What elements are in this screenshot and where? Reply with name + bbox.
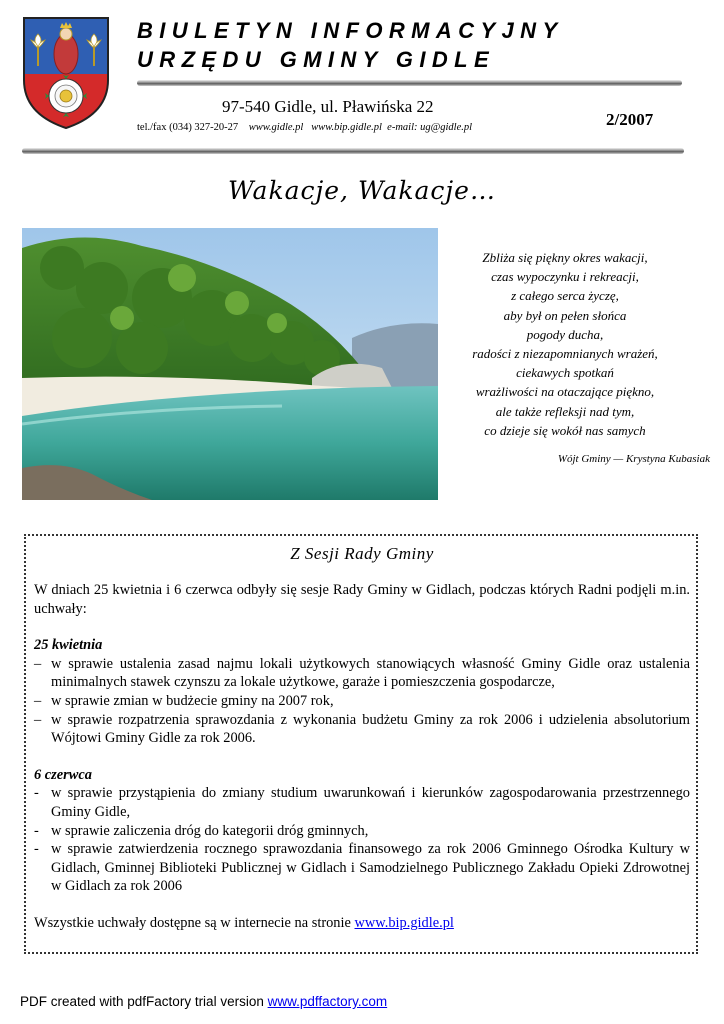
poem-line: ale także refleksji nad tym, [495,403,635,419]
list-marker: - [34,822,39,839]
title-line-2: URZĘDU GMINY GIDLE [137,47,496,72]
pdffactory-link[interactable]: www.pdffactory.com [267,994,388,1009]
office-address: 97-540 Gidle, ul. Pławińska 22 [222,97,434,116]
list-item [34,711,690,748]
poem-line: ciekawych spotkań [516,365,614,381]
footer-text: PDF created with pdfFactory trial version [20,994,268,1009]
contact-bip-website[interactable]: www.bip.gidle.pl [311,122,382,133]
poem-line: czas wypoczynku i rekreacji, [491,269,639,285]
resolution-list [34,655,690,748]
beach-photo [22,228,438,500]
contact-line [137,122,472,133]
session-date-heading: 6 czerwca [34,766,92,783]
list-item [34,840,690,896]
poem-line: Zbliża się piękny okres wakacji, [482,250,648,265]
poem-line: z całego serca życzę, [511,288,619,304]
list-marker: – [34,655,42,672]
poem-line: co dzieje się wokół nas samych [484,422,646,438]
main-title: Wakacje, Wakacje… [228,176,496,205]
bip-link[interactable]: www.bip.gidle.pl [354,914,454,931]
header-rule-top [137,80,682,86]
poem-line: aby był on pełen słońca [503,307,627,323]
coat-of-arms-logo [20,14,112,132]
list-item [34,784,690,821]
header-rule-bottom [22,148,684,154]
session-intro: W dniach 25 kwietnia i 6 czerwca odbyły się sesje Rady Gminy w Gidlach, podczas których Radni podjęli m.in. uchwały: [34,582,690,617]
contact-website[interactable]: www.gidle.pl [248,122,304,133]
title-line-1: BIULETYN INFORMACYJNY [137,18,564,43]
resolution-text: w sprawie zmian w budżecie gminy na 2007 rok, [51,692,334,709]
poem-line: radości z niezapomnianych wrażeń, [472,346,658,362]
list-item [34,822,690,841]
list-marker: - [34,841,39,858]
holiday-poem [440,248,690,440]
poem-line: wrażliwości na otaczające piękno, [475,384,655,400]
poem-signature: Wójt Gminy — Krystyna Kubasiak [557,453,710,465]
contact-phone: tel./fax (034) 327-20-27 [137,122,239,133]
session-outro [34,914,690,933]
bulletin-title [137,16,697,74]
list-marker: – [34,692,42,709]
pdf-footer [20,994,387,1009]
list-marker: – [34,711,42,728]
resolution-text: w sprawie zatwierdzenia rocznego sprawozdania finansowego za rok 2006 Gminnego Ośrodka Kultury w Gidlach, Gminnej Biblioteki Publicznej w Gidlach i Samodzielnego Publicznego Zakładu Opieki Zdrowotnej w Gidlach za rok 2006 [51,841,690,895]
resolution-text: w sprawie ustalenia zasad najmu lokali użytkowych stanowiących własność Gminy Gidle oraz ustalenia minimalnych stawek czynszu za lokale użytkowe, garaże i pomieszczenia gospodarcze, [51,655,690,691]
contact-email[interactable]: e-mail: ug@gidle.pl [387,122,473,133]
poem-line: pogody ducha, [526,326,604,342]
list-marker: - [34,785,39,802]
issue-number: 2/2007 [606,110,654,129]
list-item [34,655,690,692]
outro-text: Wszystkie uchwały dostępne są w internecie na stronie [34,914,355,931]
list-item [34,692,690,711]
session-title: Z Sesji Rady Gminy [290,544,434,563]
session-date-heading: 25 kwietnia [34,637,103,654]
resolution-text: w sprawie przystąpienia do zmiany studium uwarunkowań i kierunków zagospodarowania przestrzennego Gminy Gidle, [51,785,690,820]
resolution-text: w sprawie rozpatrzenia sprawozdania z wykonania budżetu Gminy za rok 2006 i udzielenia absolutorium Wójtowi Gminy Gidle za rok 2006. [51,711,690,747]
resolution-text: w sprawie zaliczenia dróg do kategorii dróg gminnych, [51,822,369,839]
resolution-list [34,784,690,896]
session-content [34,581,690,933]
